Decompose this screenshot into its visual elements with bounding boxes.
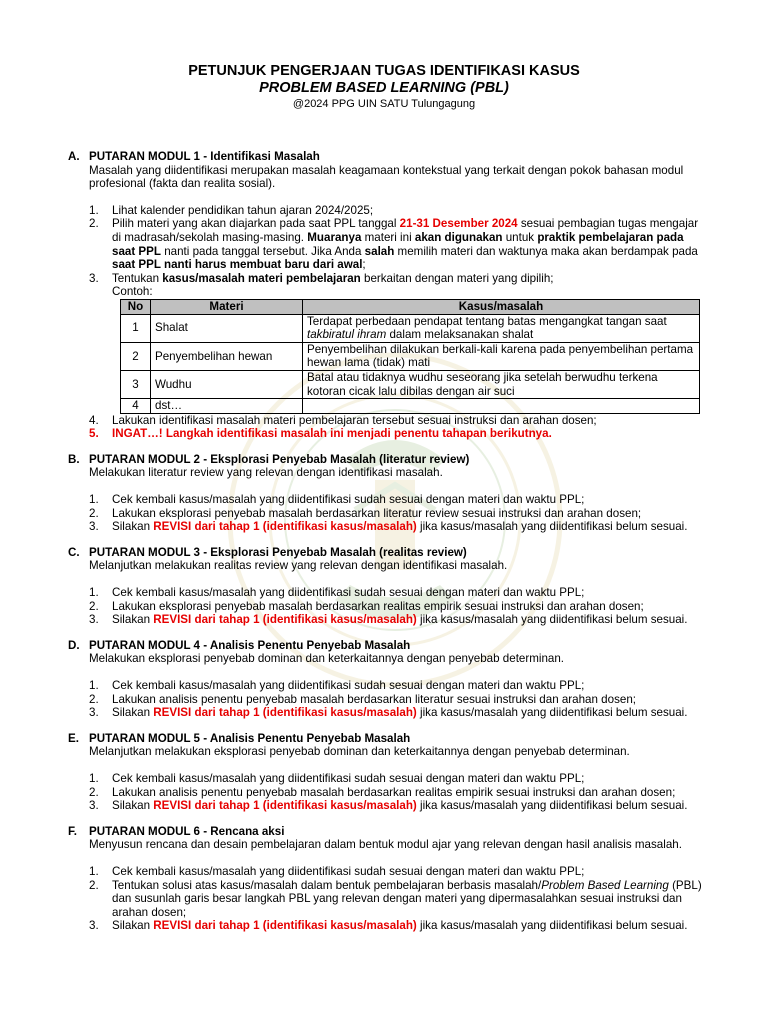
section-title	[68, 150, 708, 164]
emphasis-text: akan digunakan	[414, 230, 503, 244]
list-text: Lakukan analisis penentu penyebab masalah berdasarkan realitas empirik sesuai instruksi dan arahan dosen;	[112, 785, 676, 799]
example-label: Contoh:	[112, 285, 153, 299]
list-text: berkaitan dengan materi yang dipilih;	[360, 271, 554, 285]
cell-text: dalam melaksanakan shalat	[386, 328, 534, 342]
list-number: 2.	[89, 785, 99, 799]
section-title	[68, 639, 708, 653]
document-header	[0, 63, 768, 111]
row-number: 4	[121, 399, 151, 414]
document-title: PETUNJUK PENGERJAAN TUGAS IDENTIFIKASI KASUS	[188, 63, 580, 79]
list-item	[68, 693, 708, 707]
instruction-list	[68, 865, 708, 933]
section-e	[68, 732, 708, 813]
list-text: (PBL) dan susunlah garis besar langkah PBL yang relevan dengan materi yang dipermasalahkan sesuai instruksi dan arahan dosen;	[112, 878, 702, 919]
section-description: Melanjutkan melakukan realitas review yang relevan dengan identifikasi masalah.	[89, 559, 508, 573]
table-row	[121, 399, 700, 414]
list-text: jika kasus/masalah yang diidentifikasi belum sesuai.	[416, 706, 688, 720]
section-d	[68, 639, 708, 720]
copyright-line: @2024 PPG UIN SATU Tulungagung	[292, 98, 476, 110]
row-kasus: Batal atau tidaknya wudhu seseorang jika setelah berwudhu terkena kotoran cicak lalu dibilas dengan air suci	[303, 370, 700, 398]
row-materi: dst…	[151, 399, 303, 414]
row-number: 3	[121, 370, 151, 398]
list-item	[68, 217, 708, 271]
list-item	[68, 414, 708, 428]
list-item	[68, 706, 708, 720]
list-text: nanti pada tanggal tersebut. Jika Anda	[160, 244, 365, 258]
list-item	[68, 586, 708, 600]
list-text: Cek kembali kasus/masalah yang diidentifikasi sudah sesuai dengan materi dan waktu PPL;	[112, 679, 585, 692]
row-kasus	[303, 399, 700, 414]
list-item	[68, 600, 708, 614]
instruction-list	[68, 493, 708, 534]
list-number: 1.	[89, 864, 99, 878]
emphasis-text: kasus/masalah materi pembelajaran	[162, 271, 361, 285]
document-subtitle: PROBLEM BASED LEARNING (PBL)	[259, 80, 509, 96]
list-text: Lihat kalender pendidikan tahun ajaran 2024/2025;	[112, 203, 374, 217]
list-item	[68, 204, 708, 218]
column-header: Kasus/masalah	[303, 299, 700, 314]
list-number: 3.	[89, 706, 99, 720]
section-description: Melanjutkan melakukan eksplorasi penyebab dominan dan keterkaitannya dengan penyebab determinan.	[89, 745, 630, 759]
list-item	[68, 772, 708, 786]
list-number: 1.	[89, 679, 99, 692]
document-body	[68, 150, 708, 945]
section-heading: PUTARAN MODUL 5 - Analisis Penentu Penyebab Masalah	[89, 731, 411, 745]
instruction-list	[68, 679, 708, 720]
section-letter: B.	[68, 452, 80, 466]
section-letter: A.	[68, 150, 80, 163]
revision-highlight: REVISI dari tahap 1 (identifikasi kasus/masalah)	[153, 706, 417, 720]
italic-text: Problem Based Learning	[541, 878, 669, 892]
section-heading: PUTARAN MODUL 3 - Eksplorasi Penyebab Masalah (realitas review)	[89, 545, 467, 559]
list-item	[68, 799, 708, 813]
table-row	[121, 370, 700, 398]
row-kasus: Penyembelihan dilakukan berkali-kali karena pada penyembelihan pertama hewan lama (tidak) mati	[303, 342, 700, 370]
section-heading: PUTARAN MODUL 2 - Eksplorasi Penyebab Masalah (literatur review)	[89, 452, 470, 466]
column-header: Materi	[151, 299, 303, 314]
section-title	[68, 453, 708, 467]
section-letter: E.	[68, 731, 79, 745]
cell-italic-text: takbiratul ihram	[307, 328, 387, 342]
list-text: Lakukan identifikasi masalah materi pembelajaran tersebut sesuai instruksi dan arahan dosen;	[112, 413, 597, 427]
list-text: Lakukan eksplorasi penyebab masalah berdasarkan literatur review sesuai instruksi dan arahan dosen;	[112, 506, 642, 520]
list-item	[68, 879, 708, 920]
list-text: Tentukan	[112, 271, 163, 285]
list-item	[68, 493, 708, 507]
list-text: Silakan	[112, 520, 154, 534]
column-header: No	[121, 299, 151, 314]
list-item	[68, 507, 708, 521]
list-text: Silakan	[112, 613, 154, 627]
instruction-list	[68, 586, 708, 627]
list-item	[68, 613, 708, 627]
emphasis-text: praktik pembelajaran pada saat PPL	[112, 230, 684, 258]
ppl-date-highlight: 21-31 Desember 2024	[399, 217, 518, 231]
revision-highlight: REVISI dari tahap 1 (identifikasi kasus/masalah)	[153, 613, 417, 627]
list-text: Lakukan analisis penentu penyebab masalah berdasarkan literatur sesuai instruksi dan arahan dosen;	[112, 692, 636, 706]
list-text: Cek kembali kasus/masalah yang diidentifikasi sudah sesuai dengan materi dan waktu PPL;	[112, 771, 585, 785]
list-text: Silakan	[112, 919, 154, 933]
list-text: jika kasus/masalah yang diidentifikasi belum sesuai.	[416, 520, 688, 534]
list-text: Pilih materi yang akan diajarkan pada saat PPL tanggal	[112, 217, 400, 231]
section-description: Melakukan eksplorasi penyebab dominan dan keterkaitannya dengan penyebab determinan.	[89, 652, 565, 666]
list-number: 2.	[89, 599, 99, 613]
example-case-table	[120, 299, 700, 414]
list-number: 2.	[89, 878, 99, 892]
list-item	[68, 427, 708, 441]
list-text: Cek kembali kasus/masalah yang diidentifikasi sudah sesuai dengan materi dan waktu PPL;	[112, 864, 585, 878]
list-number: 3.	[89, 613, 99, 627]
list-text: Lakukan eksplorasi penyebab masalah berdasarkan realitas empirik sesuai instruksi dan arahan dosen;	[112, 599, 644, 613]
list-number: 3.	[89, 799, 99, 813]
list-item	[68, 272, 708, 286]
section-a	[68, 150, 708, 441]
section-heading: PUTARAN MODUL 1 - Identifikasi Masalah	[89, 150, 320, 163]
list-text: memilih materi dan waktunya maka akan berdampak pada	[394, 244, 698, 258]
revision-highlight: REVISI dari tahap 1 (identifikasi kasus/masalah)	[153, 799, 417, 813]
warning-text: INGAT…! Langkah identifikasi masalah ini menjadi penentu tahapan berikutnya.	[112, 427, 552, 441]
row-number: 1	[121, 314, 151, 342]
list-item	[68, 679, 708, 693]
row-number: 2	[121, 342, 151, 370]
emphasis-text: saat PPL nanti harus membuat baru dari awal	[112, 258, 363, 272]
list-number: 2.	[89, 217, 99, 231]
table-row	[121, 342, 700, 370]
section-description: Menyusun rencana dan desain pembelajaran dalam bentuk modul ajar yang relevan dengan hasil analisis masalah.	[89, 838, 682, 852]
section-c	[68, 546, 708, 627]
section-f	[68, 825, 708, 933]
list-text: jika kasus/masalah yang diidentifikasi belum sesuai.	[416, 919, 688, 933]
list-number: 2.	[89, 692, 99, 706]
section-title	[68, 546, 708, 560]
section-title	[68, 732, 708, 746]
list-item	[68, 919, 708, 933]
list-text: jika kasus/masalah yang diidentifikasi belum sesuai.	[416, 613, 688, 627]
table-row	[121, 314, 700, 342]
revision-highlight: REVISI dari tahap 1 (identifikasi kasus/masalah)	[153, 520, 417, 534]
cell-text: Terdapat perbedaan pendapat tentang batas mengangkat tangan saat	[307, 314, 667, 328]
instruction-list	[68, 772, 708, 813]
list-text: Silakan	[112, 706, 154, 720]
list-number: 3.	[89, 919, 99, 933]
list-text: Cek kembali kasus/masalah yang diidentifikasi sudah sesuai dengan materi dan waktu PPL;	[112, 493, 585, 507]
row-kasus	[303, 314, 700, 342]
list-number: 1.	[89, 493, 99, 507]
list-number: 4.	[89, 413, 99, 427]
section-letter: F.	[68, 824, 78, 838]
list-text: ;	[362, 258, 366, 272]
list-text: untuk	[502, 230, 538, 244]
list-number: 2.	[89, 506, 99, 520]
section-title	[68, 825, 708, 839]
section-b	[68, 453, 708, 534]
list-text: materi ini	[361, 230, 415, 244]
row-materi: Wudhu	[151, 370, 303, 398]
list-number: 1.	[89, 586, 99, 600]
list-text: Silakan	[112, 799, 154, 813]
instruction-list	[68, 414, 708, 441]
section-description: Masalah yang diidentifikasi merupakan masalah keagamaan kontekstual yang terkait dengan pokok bahasan modul profesional (fakta dan realita sosial).	[89, 163, 684, 191]
section-heading: PUTARAN MODUL 4 - Analisis Penentu Penyebab Masalah	[89, 638, 411, 652]
list-item	[68, 786, 708, 800]
list-number: 1.	[89, 203, 99, 217]
list-text: Tentukan solusi atas kasus/masalah dalam bentuk pembelajaran berbasis masalah/	[112, 878, 542, 892]
emphasis-text: Muaranya	[307, 230, 362, 244]
section-heading: PUTARAN MODUL 6 - Rencana aksi	[89, 824, 285, 838]
list-number: 3.	[89, 271, 99, 285]
row-materi: Penyembelihan hewan	[151, 342, 303, 370]
list-number: 3.	[89, 520, 99, 534]
section-letter: D.	[68, 638, 80, 652]
table-header-row	[121, 299, 700, 314]
list-text: Cek kembali kasus/masalah yang diidentifikasi sudah sesuai dengan materi dan waktu PPL;	[112, 586, 585, 600]
row-materi: Shalat	[151, 314, 303, 342]
revision-highlight: REVISI dari tahap 1 (identifikasi kasus/masalah)	[153, 919, 417, 933]
list-number: 5.	[89, 427, 99, 441]
section-letter: C.	[68, 545, 80, 559]
list-text: jika kasus/masalah yang diidentifikasi belum sesuai.	[416, 799, 688, 813]
section-description: Melakukan literatur review yang relevan dengan identifikasi masalah.	[89, 466, 443, 480]
emphasis-text: salah	[364, 244, 395, 258]
instruction-list	[68, 204, 708, 286]
list-text: sesuai pembagian tugas mengajar di madrasah/sekolah masing-masing.	[112, 217, 699, 244]
list-item	[68, 865, 708, 879]
list-item	[68, 520, 708, 534]
list-number: 1.	[89, 771, 99, 785]
